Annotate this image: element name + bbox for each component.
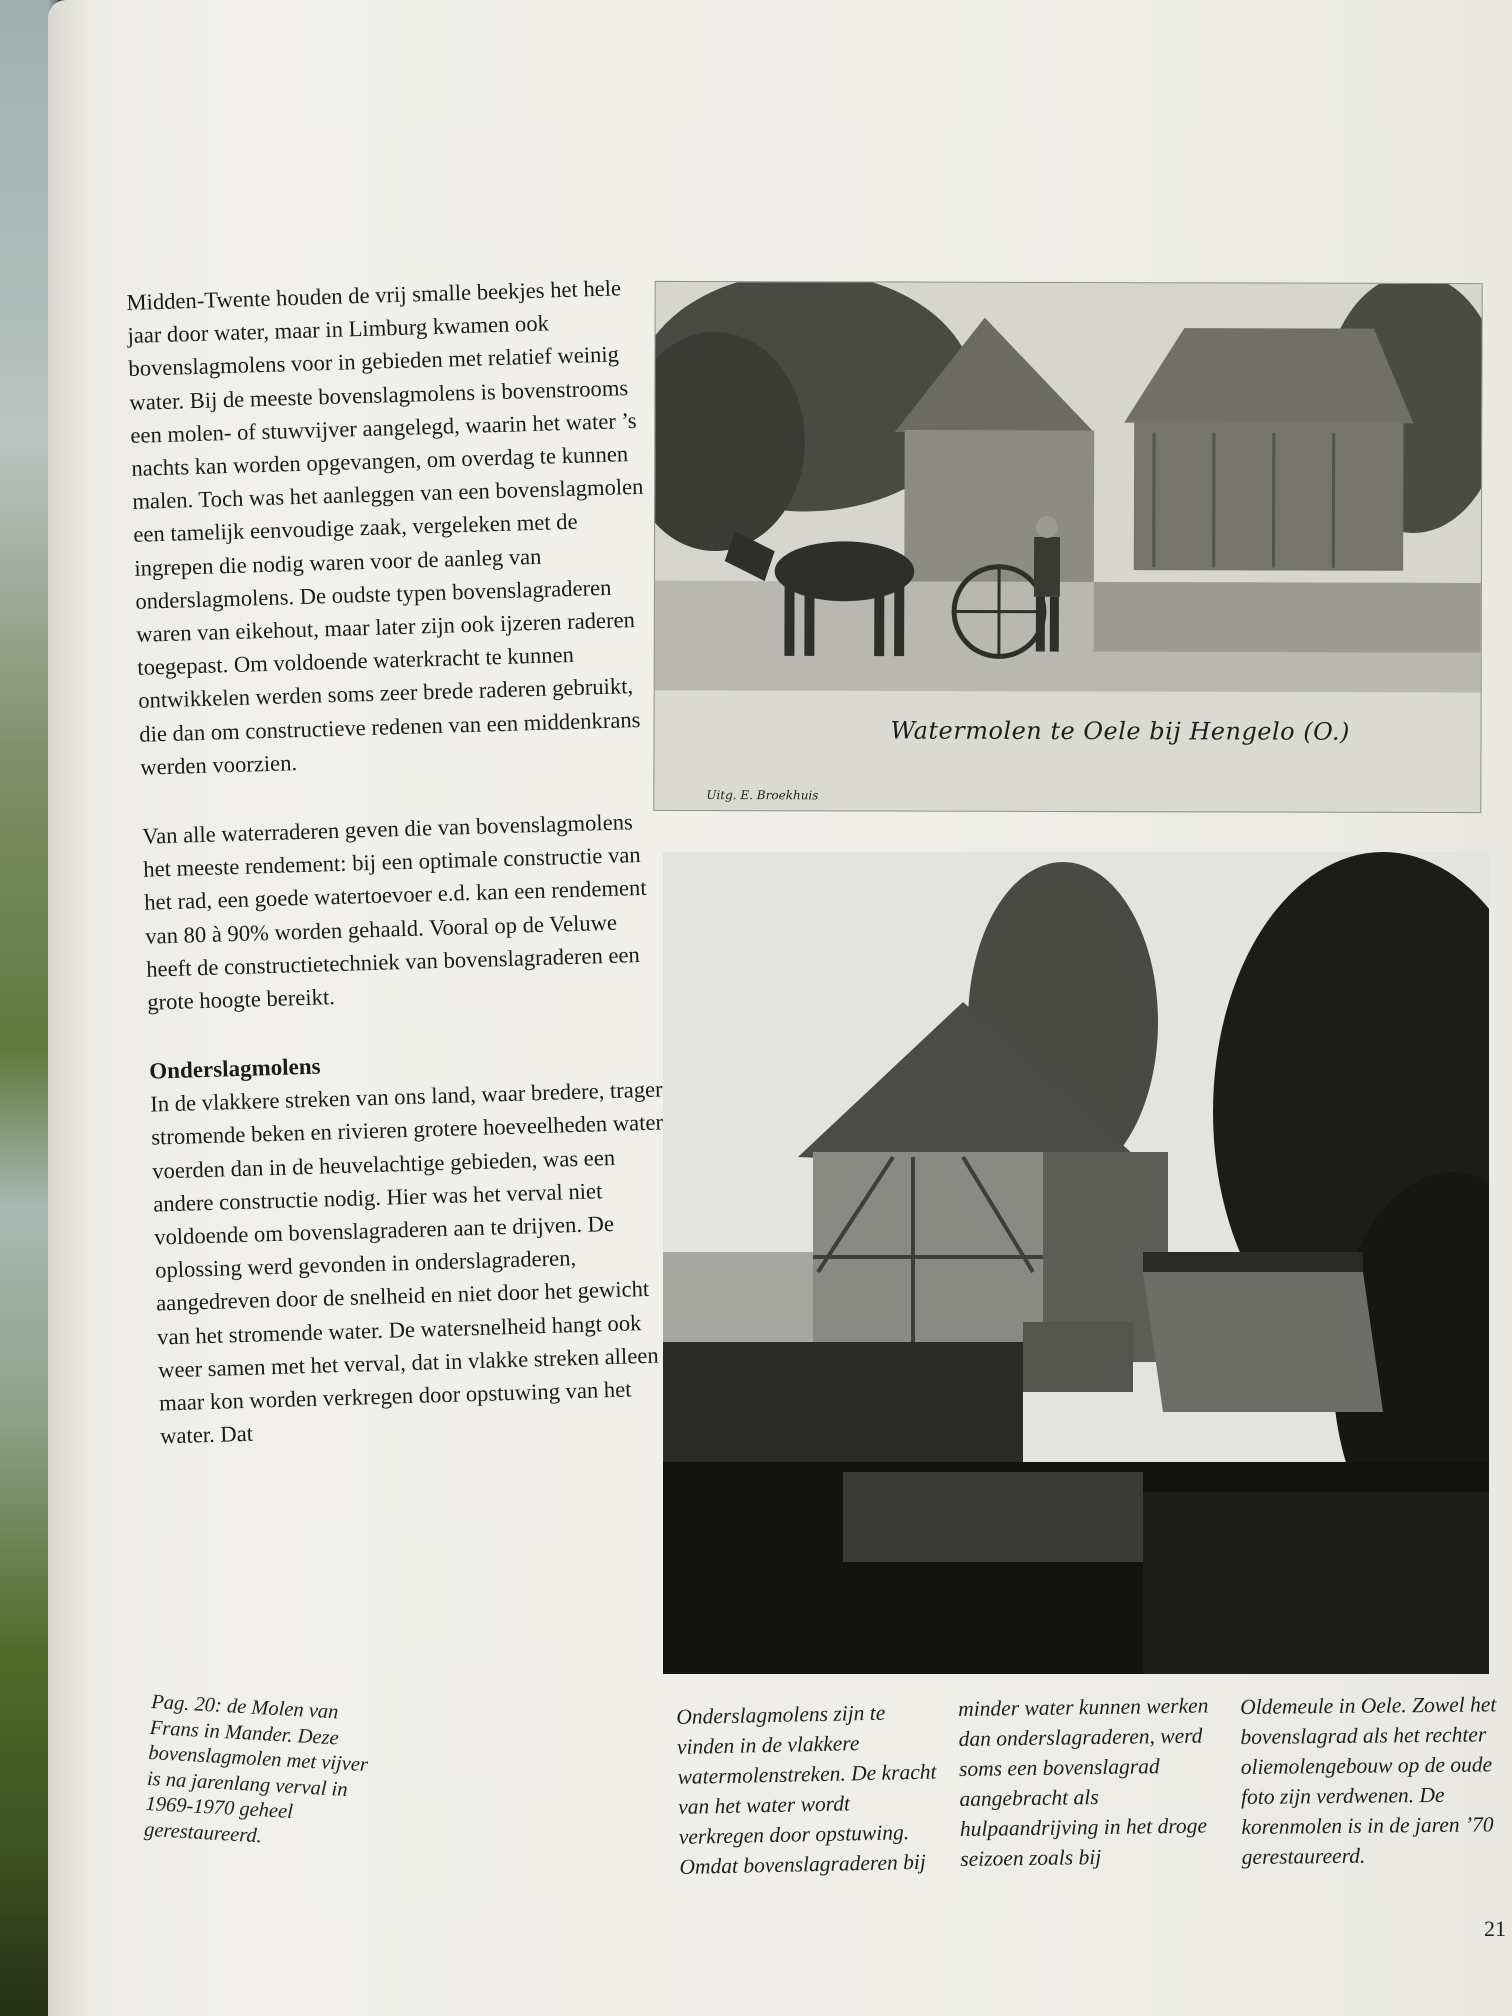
photo-caption-col-3: Oldemeule in Oele. Zowel het bovenslagrad als het rechter oliemolengebouw op de oude foto zijn verdwenen. De korenmolen is in de jaren ’70 gerestaureerd.: [1240, 1692, 1497, 1869]
oldemeule-photo-illustration: [663, 852, 1489, 1674]
main-text-column: [126, 271, 680, 1453]
paragraph-3: In de vlakkere streken van ons land, waar bredere, trager stromende beken en rivieren grotere hoeveelheden water voerden dan in de heuvelachtige gebieden, was een andere constructie nodig. Hier was het verval niet voldoende om bovenslagraderen aan te drijven. De oplossing werd gevonden in onderslagraderen, aangedreven door de snelheid en niet door het gewicht van het stromende water. De watersnelheid hangt ook weer samen met het verval, dat in vlakke streken alleen maar kon worden verkregen door opstuwing van het water. Dat: [149, 1076, 664, 1449]
caption-previous-page: Pag. 20: de Molen van Frans in Mander. Deze bovenslagmolen met vijver is na jarenlang verval in 1969-1970 geheel gerestaureerd.: [143, 1690, 369, 1847]
historic-watermill-photo: [653, 281, 1482, 813]
page-number: 21: [1484, 1916, 1506, 1941]
book-page: [48, 0, 1512, 2016]
historic-photo-caption: Watermolen te Oele bij Hengelo (O.): [890, 716, 1350, 746]
paragraph-2: Van alle waterraderen geven die van bovenslagmolens het meeste rendement: bij een optimale constructie van het rad, een goede watertoevoer e.d. kan een rendement van 80 à 90% worden gehaald. Vooral op de Veluwe heeft de constructietechniek van bovenslagraderen een grote hoogte bereikt.: [141, 809, 647, 1015]
paragraph-1: Midden-Twente houden de vrij smalle beekjes het hele jaar door water, maar in Limburg kwamen ook bovenslagmolens voor in gebieden met relatief weinig water. Bij de meeste bovenslagmolens is bovenstrooms een molen- of stuwvijver aangelegd, waarin het water ’s nachts kan worden opgevangen, om overdag te kunnen malen. Toch was het aanleggen van een bovenslagmolen een tamelijk eenvoudige zaak, vergeleken met de ingrepen die nodig waren voor de aanleg van onderslagmolens. De oudste typen bovenslagraderen waren van eikehout, maar later zijn ook ijzeren raderen toegepast. Om voldoende waterkracht te kunnen ontwikkelen werden soms zeer brede raderen gebruikt, die dan om constructieve redenen van een middenkrans werden voorzien.: [126, 275, 644, 780]
photo-caption-col-2: minder water kunnen werken dan onderslagraderen, werd soms een bovenslagrad aangebracht als hulpaandrijving in het droge seizoen zoals bij: [958, 1693, 1209, 1871]
photo-caption-col-1: Onderslagmolens zijn te vinden in de vlakkere watermolenstreken. De kracht van het water wordt verkregen door opstuwing. Omdat bovenslagraderen bij: [676, 1700, 937, 1879]
historic-photo-publisher: Uitg. E. Broekhuis: [706, 788, 819, 803]
section-heading: Onderslagmolens: [148, 1053, 321, 1084]
oldemeule-photo: [663, 852, 1489, 1674]
